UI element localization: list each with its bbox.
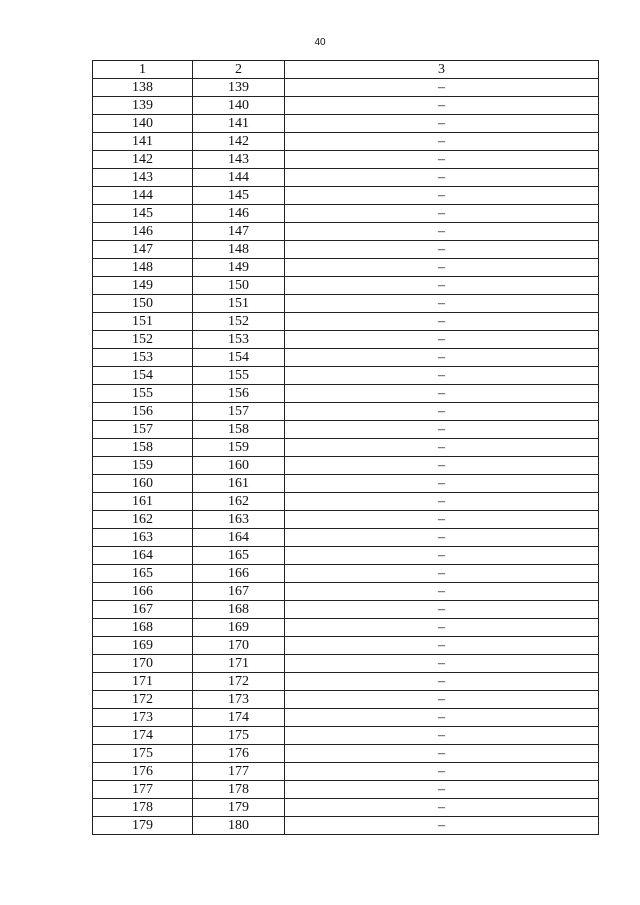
table-cell-col-3: – bbox=[285, 727, 599, 745]
table-row bbox=[93, 493, 599, 511]
table-cell-col-2: 149 bbox=[193, 259, 285, 277]
table-cell-col-2: 141 bbox=[193, 115, 285, 133]
table-cell-col-1: 146 bbox=[93, 223, 193, 241]
table-cell-col-3: – bbox=[285, 259, 599, 277]
table-row bbox=[93, 169, 599, 187]
table-cell-col-1: 145 bbox=[93, 205, 193, 223]
table-cell-col-1: 150 bbox=[93, 295, 193, 313]
table-row bbox=[93, 97, 599, 115]
table-cell-col-3: – bbox=[285, 187, 599, 205]
table-cell-col-1: 156 bbox=[93, 403, 193, 421]
table-cell-col-2: 160 bbox=[193, 457, 285, 475]
table-cell-col-2: 161 bbox=[193, 475, 285, 493]
table-row bbox=[93, 205, 599, 223]
table-cell-col-1: 175 bbox=[93, 745, 193, 763]
table-cell-col-3: – bbox=[285, 385, 599, 403]
table-row bbox=[93, 79, 599, 97]
table-cell-col-3: – bbox=[285, 799, 599, 817]
table-row bbox=[93, 547, 599, 565]
table-row bbox=[93, 115, 599, 133]
table-cell-col-3: – bbox=[285, 475, 599, 493]
table-row bbox=[93, 259, 599, 277]
table-cell-col-2: 146 bbox=[193, 205, 285, 223]
table-row bbox=[93, 367, 599, 385]
table-cell-col-1: 169 bbox=[93, 637, 193, 655]
table-cell-col-2: 140 bbox=[193, 97, 285, 115]
table-cell-col-2: 163 bbox=[193, 511, 285, 529]
table-cell-col-3: – bbox=[285, 277, 599, 295]
table-cell-col-3: – bbox=[285, 403, 599, 421]
table-row bbox=[93, 511, 599, 529]
table-cell-col-2: 171 bbox=[193, 655, 285, 673]
table-row bbox=[93, 313, 599, 331]
table-row bbox=[93, 709, 599, 727]
table-cell-col-1: 144 bbox=[93, 187, 193, 205]
table-cell-col-2: 155 bbox=[193, 367, 285, 385]
table-row bbox=[93, 187, 599, 205]
table-cell-col-3: – bbox=[285, 349, 599, 367]
table-row bbox=[93, 295, 599, 313]
table-cell-col-2: 153 bbox=[193, 331, 285, 349]
table-cell-col-2: 166 bbox=[193, 565, 285, 583]
table-cell-col-2: 156 bbox=[193, 385, 285, 403]
table-cell-col-1: 172 bbox=[93, 691, 193, 709]
table-row bbox=[93, 673, 599, 691]
table-cell-col-1: 152 bbox=[93, 331, 193, 349]
table-cell-col-3: – bbox=[285, 169, 599, 187]
table-cell-col-2: 144 bbox=[193, 169, 285, 187]
table-cell-col-3: – bbox=[285, 493, 599, 511]
table-row bbox=[93, 799, 599, 817]
table-row bbox=[93, 745, 599, 763]
table-cell-col-3: – bbox=[285, 151, 599, 169]
table-cell-col-1: 166 bbox=[93, 583, 193, 601]
table-cell-col-3: – bbox=[285, 97, 599, 115]
table-row bbox=[93, 763, 599, 781]
column-header-3: 3 bbox=[285, 61, 599, 79]
table-cell-col-2: 177 bbox=[193, 763, 285, 781]
table-row bbox=[93, 241, 599, 259]
table-row bbox=[93, 457, 599, 475]
table-cell-col-3: – bbox=[285, 547, 599, 565]
table-cell-col-2: 147 bbox=[193, 223, 285, 241]
table-cell-col-2: 159 bbox=[193, 439, 285, 457]
table-cell-col-3: – bbox=[285, 529, 599, 547]
table-cell-col-3: – bbox=[285, 565, 599, 583]
table-cell-col-2: 165 bbox=[193, 547, 285, 565]
table-cell-col-1: 155 bbox=[93, 385, 193, 403]
table-cell-col-1: 158 bbox=[93, 439, 193, 457]
table-cell-col-1: 164 bbox=[93, 547, 193, 565]
table-row bbox=[93, 781, 599, 799]
table-cell-col-1: 179 bbox=[93, 817, 193, 835]
table-cell-col-3: – bbox=[285, 817, 599, 835]
table-row bbox=[93, 331, 599, 349]
table-cell-col-3: – bbox=[285, 619, 599, 637]
table-row bbox=[93, 223, 599, 241]
table-row bbox=[93, 349, 599, 367]
table-cell-col-3: – bbox=[285, 439, 599, 457]
table-row bbox=[93, 727, 599, 745]
column-header-1: 1 bbox=[93, 61, 193, 79]
table-row bbox=[93, 619, 599, 637]
table-cell-col-1: 165 bbox=[93, 565, 193, 583]
table-row bbox=[93, 529, 599, 547]
table-cell-col-3: – bbox=[285, 205, 599, 223]
table-cell-col-3: – bbox=[285, 313, 599, 331]
table-cell-col-2: 154 bbox=[193, 349, 285, 367]
table-cell-col-3: – bbox=[285, 421, 599, 439]
table-cell-col-2: 170 bbox=[193, 637, 285, 655]
table-cell-col-2: 174 bbox=[193, 709, 285, 727]
table-cell-col-2: 167 bbox=[193, 583, 285, 601]
table-cell-col-3: – bbox=[285, 511, 599, 529]
table-row bbox=[93, 691, 599, 709]
table-cell-col-2: 176 bbox=[193, 745, 285, 763]
table-cell-col-3: – bbox=[285, 79, 599, 97]
data-table bbox=[92, 60, 599, 835]
table-cell-col-1: 141 bbox=[93, 133, 193, 151]
table-cell-col-3: – bbox=[285, 241, 599, 259]
table-cell-col-1: 177 bbox=[93, 781, 193, 799]
table-cell-col-1: 147 bbox=[93, 241, 193, 259]
table-cell-col-3: – bbox=[285, 781, 599, 799]
table-cell-col-2: 142 bbox=[193, 133, 285, 151]
table-cell-col-3: – bbox=[285, 457, 599, 475]
table-row bbox=[93, 601, 599, 619]
table-row bbox=[93, 565, 599, 583]
table-cell-col-2: 180 bbox=[193, 817, 285, 835]
table-cell-col-3: – bbox=[285, 673, 599, 691]
table-cell-col-2: 145 bbox=[193, 187, 285, 205]
table-cell-col-2: 139 bbox=[193, 79, 285, 97]
table-cell-col-1: 153 bbox=[93, 349, 193, 367]
table-row bbox=[93, 637, 599, 655]
table-cell-col-2: 172 bbox=[193, 673, 285, 691]
table-row bbox=[93, 385, 599, 403]
table-cell-col-1: 160 bbox=[93, 475, 193, 493]
table-cell-col-1: 178 bbox=[93, 799, 193, 817]
table-cell-col-2: 158 bbox=[193, 421, 285, 439]
table-cell-col-3: – bbox=[285, 223, 599, 241]
column-header-2: 2 bbox=[193, 61, 285, 79]
table-cell-col-3: – bbox=[285, 583, 599, 601]
table-row bbox=[93, 655, 599, 673]
table-cell-col-1: 168 bbox=[93, 619, 193, 637]
table-cell-col-3: – bbox=[285, 655, 599, 673]
table-row bbox=[93, 403, 599, 421]
table-cell-col-2: 148 bbox=[193, 241, 285, 259]
table-cell-col-2: 152 bbox=[193, 313, 285, 331]
table-cell-col-3: – bbox=[285, 637, 599, 655]
table-cell-col-1: 176 bbox=[93, 763, 193, 781]
table-cell-col-1: 161 bbox=[93, 493, 193, 511]
table-cell-col-1: 151 bbox=[93, 313, 193, 331]
table-cell-col-1: 149 bbox=[93, 277, 193, 295]
table-cell-col-1: 138 bbox=[93, 79, 193, 97]
table-cell-col-1: 148 bbox=[93, 259, 193, 277]
page-number: 40 bbox=[314, 37, 326, 48]
table-cell-col-2: 175 bbox=[193, 727, 285, 745]
table-cell-col-3: – bbox=[285, 709, 599, 727]
table-cell-col-1: 171 bbox=[93, 673, 193, 691]
table-cell-col-1: 142 bbox=[93, 151, 193, 169]
table-cell-col-1: 154 bbox=[93, 367, 193, 385]
table-cell-col-2: 168 bbox=[193, 601, 285, 619]
table-cell-col-2: 150 bbox=[193, 277, 285, 295]
table-cell-col-3: – bbox=[285, 367, 599, 385]
table-cell-col-1: 173 bbox=[93, 709, 193, 727]
table-cell-col-2: 169 bbox=[193, 619, 285, 637]
table-cell-col-2: 179 bbox=[193, 799, 285, 817]
table-row bbox=[93, 151, 599, 169]
table-cell-col-1: 163 bbox=[93, 529, 193, 547]
table-cell-col-1: 159 bbox=[93, 457, 193, 475]
table-cell-col-1: 170 bbox=[93, 655, 193, 673]
table-cell-col-3: – bbox=[285, 115, 599, 133]
table-cell-col-1: 167 bbox=[93, 601, 193, 619]
table-cell-col-3: – bbox=[285, 763, 599, 781]
table-cell-col-1: 140 bbox=[93, 115, 193, 133]
table-cell-col-2: 178 bbox=[193, 781, 285, 799]
table-cell-col-2: 151 bbox=[193, 295, 285, 313]
table-row bbox=[93, 439, 599, 457]
table-cell-col-1: 139 bbox=[93, 97, 193, 115]
table-body bbox=[93, 79, 599, 835]
table-cell-col-2: 143 bbox=[193, 151, 285, 169]
table-row bbox=[93, 133, 599, 151]
table-cell-col-1: 174 bbox=[93, 727, 193, 745]
table-cell-col-1: 162 bbox=[93, 511, 193, 529]
table-cell-col-3: – bbox=[285, 745, 599, 763]
table-row bbox=[93, 583, 599, 601]
table-cell-col-2: 162 bbox=[193, 493, 285, 511]
table-cell-col-3: – bbox=[285, 601, 599, 619]
table-cell-col-3: – bbox=[285, 691, 599, 709]
table-cell-col-1: 157 bbox=[93, 421, 193, 439]
table-row bbox=[93, 475, 599, 493]
table-cell-col-3: – bbox=[285, 331, 599, 349]
table-cell-col-2: 157 bbox=[193, 403, 285, 421]
table-cell-col-2: 164 bbox=[193, 529, 285, 547]
table-cell-col-1: 143 bbox=[93, 169, 193, 187]
table-row bbox=[93, 817, 599, 835]
table-cell-col-2: 173 bbox=[193, 691, 285, 709]
table-row bbox=[93, 277, 599, 295]
table-cell-col-3: – bbox=[285, 295, 599, 313]
table-header-row bbox=[93, 61, 599, 79]
table-cell-col-3: – bbox=[285, 133, 599, 151]
table-row bbox=[93, 421, 599, 439]
